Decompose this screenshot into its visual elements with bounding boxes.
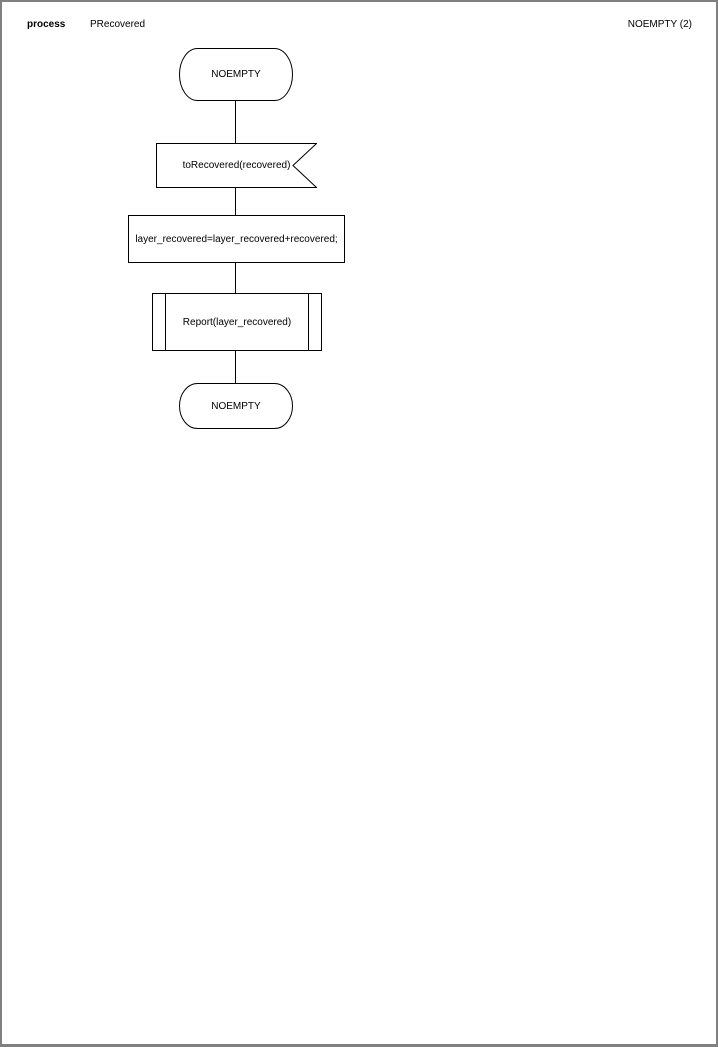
procedure-call-label: Report(layer_recovered) (182, 316, 292, 328)
flow-connector (235, 101, 236, 143)
process-name: PRecovered (90, 19, 146, 30)
state-label: NOEMPTY (211, 400, 261, 412)
input-signal-symbol[interactable] (156, 143, 317, 188)
flow-connector (235, 188, 236, 215)
page-label: NOEMPTY (2) (627, 19, 692, 30)
state-symbol-bottom[interactable] (179, 383, 293, 429)
diagram-kind-label: process (27, 19, 66, 30)
task-symbol[interactable] (128, 215, 345, 263)
state-label: NOEMPTY (211, 69, 261, 80)
state-symbol-top[interactable] (179, 48, 293, 101)
input-signal-label: toRecovered(recovered) (182, 160, 291, 171)
flow-connector (235, 351, 236, 383)
task-label: layer_recovered=layer_recovered+recovered; (135, 233, 338, 245)
procedure-call-symbol[interactable] (152, 293, 322, 351)
flow-connector (235, 263, 236, 293)
